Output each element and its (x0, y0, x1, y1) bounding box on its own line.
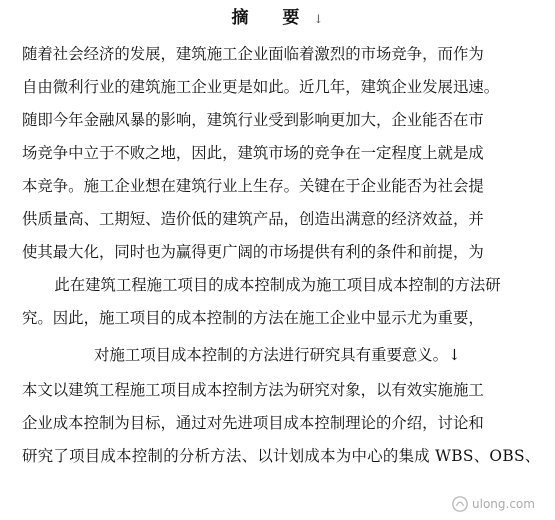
text-line-3: 随即今年金融风暴的影响，建筑行业受到影响更加大，企业能否在市 (22, 111, 484, 129)
abstract-title (0, 4, 555, 33)
text-line-12: 企业成本控制为目标，通过对先进项目成本控制理论的介绍，讨论和 (22, 414, 484, 432)
abstract-title-text: 摘 要 (231, 8, 314, 28)
watermark-text: ulong.com (472, 497, 535, 511)
watermark-logo-icon (451, 495, 469, 513)
text-line-10: 对施工项目成本控制的方法进行研究具有重要意义。↓ (94, 346, 461, 364)
text-line-9: 究。因此，施工项目的成本控制的方法在施工企业中显示尤为重要， (22, 309, 484, 327)
text-line-5: 本竞争。施工企业想在建筑行业上生存。关键在于企业能否为社会提 (22, 177, 484, 195)
text-line-8: 此在建筑工程施工项目的成本控制成为施工项目成本控制的方法研 (54, 276, 501, 294)
paragraph-mark: ↓ (313, 12, 324, 26)
text-line-13: 研究了项目成本控制的分析方法、以计划成本为中心的集成 WBS、OBS、 (22, 447, 541, 465)
text-line-2: 自由微利行业的建筑施工企业更是如此。近几年，建筑企业发展迅速。 (22, 78, 500, 96)
text-line-11: 本文以建筑工程施工项目成本控制方法为研究对象，以有效实施施工 (22, 381, 484, 399)
text-line-7: 使其最大化，同时也为赢得更广阔的市场提供有利的条件和前提，为 (22, 243, 484, 261)
text-line-1: 随着社会经济的发展，建筑施工企业面临着激烈的市场竞争，而作为 (22, 45, 484, 63)
text-line-6: 供质量高、工期短、造价低的建筑产品，创造出满意的经济效益，并 (22, 210, 484, 228)
watermark (451, 494, 547, 514)
text-line-4: 场竞争中立于不败之地，因此，建筑市场的竞争在一定程度上就是成 (22, 144, 484, 162)
